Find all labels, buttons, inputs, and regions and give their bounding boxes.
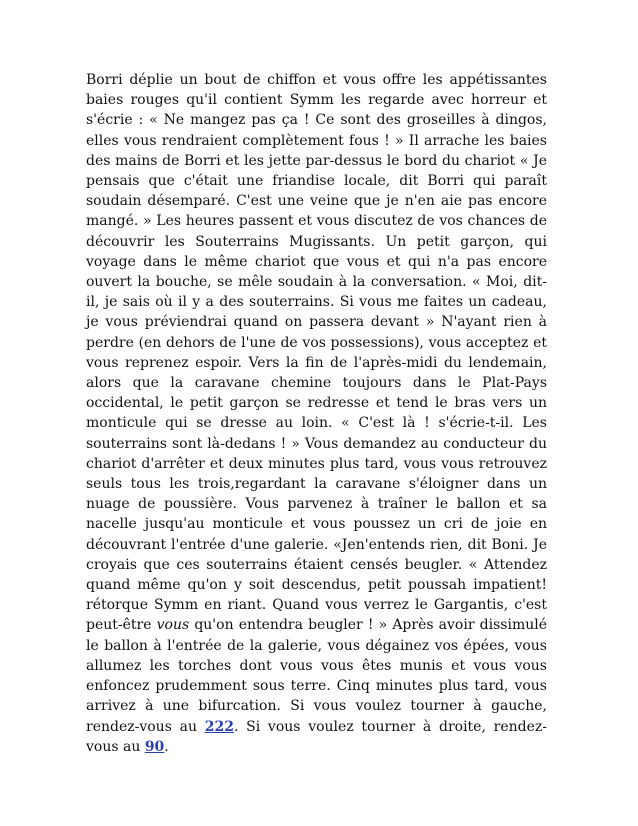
paragraph-text-end: . xyxy=(164,738,169,755)
document-page xyxy=(86,70,547,757)
paragraph-text-part1: Borri déplie un bout de chiffon et vous offre les appétissantes baies rouges qu'il contient Symm les regarde avec horreur et s'écrie : « Ne mangez pas ça ! Ce sont des groseilles à dingos, elles vous rendraient complètement fous ! » Il arrache les baies des mains de Borri et les jette par-dessus le bord du chariot « Je pensais que c'était une friandise locale, dit Borri qui paraît soudain désemparé. C'est une veine que je n'en aie pas encore mangé. » Les heures passent et vous discutez de vos chances de découvrir les Souterrains Mugissants. Un petit garçon, qui voyage dans le même chariot que vous et qui n'a pas encore ouvert la bouche, se mêle soudain à la conversation. « Moi, dit-il, je sais où il y a des souterrains. Si vous me faites un cadeau, je vous préviendrai quand on passera devant » N'ayant rien à perdre (en dehors de l'une de vos possessions), vous acceptez et vous reprenez espoir. Vers la fin de l'après-midi du lendemain, alors que la caravane chemine toujours dans le Plat-Pays occidental, le petit garçon se redresse et tend le bras vers un monticule qui se dresse au loin. « C'est là ! s'écrie-t-il. Les souterrains sont là-dedans ! » Vous demandez au conducteur du chariot d'arrêter et deux minutes plus tard, vous vous retrouvez seuls tous les trois,regardant la caravane s'éloigner dans un nuage de poussière. Vous parvenez à traîner le ballon et sa nacelle jusqu'au monticule et vous poussez un cri de joie en découvrant l'entrée d'une galerie. «Jen'entends rien, dit Boni. Je croyais que ces souterrains étaient censés beugler. « Attendez quand même qu'on y soit descendus, petit poussah impatient! rétorque Symm en riant. Quand vous verrez le Gargantis, c'est peut-être xyxy=(86,72,547,634)
story-paragraph xyxy=(86,70,547,757)
emphasized-word: vous xyxy=(156,617,190,634)
link-section-90[interactable]: 90 xyxy=(144,738,165,755)
link-section-222[interactable]: 222 xyxy=(204,718,234,735)
paragraph-text-part2: qu'on entendra beugler ! » Après avoir dissimulé le ballon à l'entrée de la galerie, vous dégainez vos épées, vous allumez les torches dont vous vous êtes munis et vous vous enfoncez prudemment sous terre. Cinq minutes plus tard, vous arrivez à une bifurcation. Si vous voulez tourner à gauche, rendez-vous au xyxy=(86,617,547,735)
paragraph-text-part3: . Si vous voulez tourner à droite, rendez-vous au xyxy=(86,718,547,755)
